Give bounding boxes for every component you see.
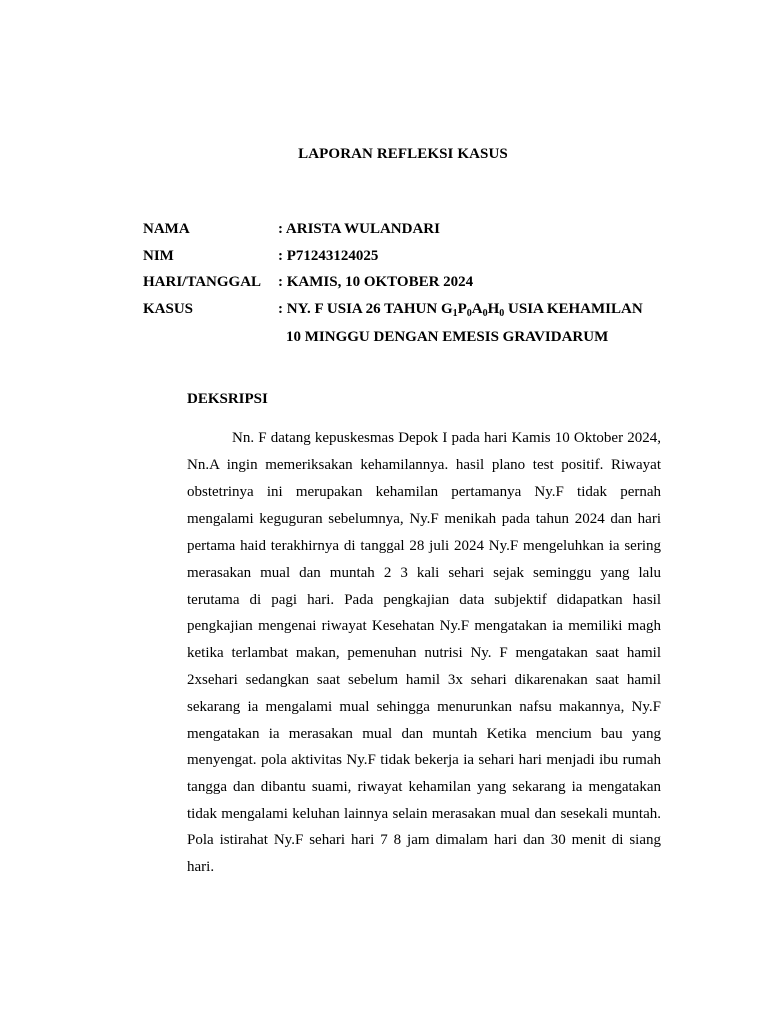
description-line: menyengat. pola aktivitas Ny.F tidak bekerja ia sehari hari menjadi ibu rumah: [187, 752, 661, 768]
description-line: terutama di pagi hari. Pada pengkajian data subjektif didapatkan hasil: [187, 592, 661, 608]
kasus-label: KASUS: [143, 301, 194, 317]
nim-value: : P71243124025: [278, 248, 379, 264]
tanggal-value: : KAMIS, 10 OKTOBER 2024: [278, 274, 474, 290]
section-heading-deskripsi: DEKSRIPSI: [187, 391, 268, 407]
description-line: mengalami keguguran sebelumnya, Ny.F menikah pada tahun 2024 dan hari: [187, 511, 661, 527]
description-line: mengatakan ia merasakan mual dan muntah Ketika mencium bau yang: [187, 726, 661, 742]
description-line: ketika terlambat makan, pemenuhan nutrisi Ny. F mengatakan saat hamil: [187, 645, 661, 661]
description-line: 2xsehari sedangkan saat sebelum hamil 3x sehari dikarenakan saat hamil: [187, 672, 661, 688]
kasus-value-line2: 10 MINGGU DENGAN EMESIS GRAVIDARUM: [286, 329, 609, 345]
description-line: Pola istirahat Ny.F sehari hari 7 8 jam dimalam hari dan 30 menit di siang: [187, 832, 661, 848]
document-title: LAPORAN REFLEKSI KASUS: [298, 146, 508, 162]
description-line: tidak mengalami keluhan lainnya selain merasakan mual dan sesekali muntah.: [187, 806, 661, 822]
description-line: tangga dan dibantu suami, riwayat kehamilan yang sekarang ia mengatakan: [187, 779, 661, 795]
description-line: pertama haid terakhirnya di tanggal 28 juli 2024 Ny.F mengeluhkan ia sering: [187, 538, 661, 554]
description-line: hari.: [187, 859, 215, 875]
description-line: obstetrinya ini merupakan kehamilan pertamanya Ny.F tidak pernah: [187, 484, 661, 500]
description-line: merasakan mual dan muntah 2 3 kali sehari sejak seminggu yang lalu: [187, 565, 661, 581]
description-line: pengkajian mengenai riwayat Kesehatan Ny.F mengatakan ia memiliki magh: [187, 618, 661, 634]
description-line: Nn. F datang kepuskesmas Depok I pada hari Kamis 10 Oktober 2024,: [232, 430, 661, 446]
nama-label: NAMA: [143, 221, 190, 237]
nama-value: : ARISTA WULANDARI: [278, 221, 440, 237]
nim-label: NIM: [143, 248, 174, 264]
tanggal-label: HARI/TANGGAL: [143, 274, 262, 290]
description-line: sekarang ia mengalami mual sehingga menurunkan nafsu makannya, Ny.F: [187, 699, 661, 715]
description-line: Nn.A ingin memeriksakan kehamilannya. hasil plano test positif. Riwayat: [187, 457, 661, 473]
kasus-value: : NY. F USIA 26 TAHUN $G_1P_0A_0H_0$ USIA KEHAMILAN: [278, 301, 643, 319]
